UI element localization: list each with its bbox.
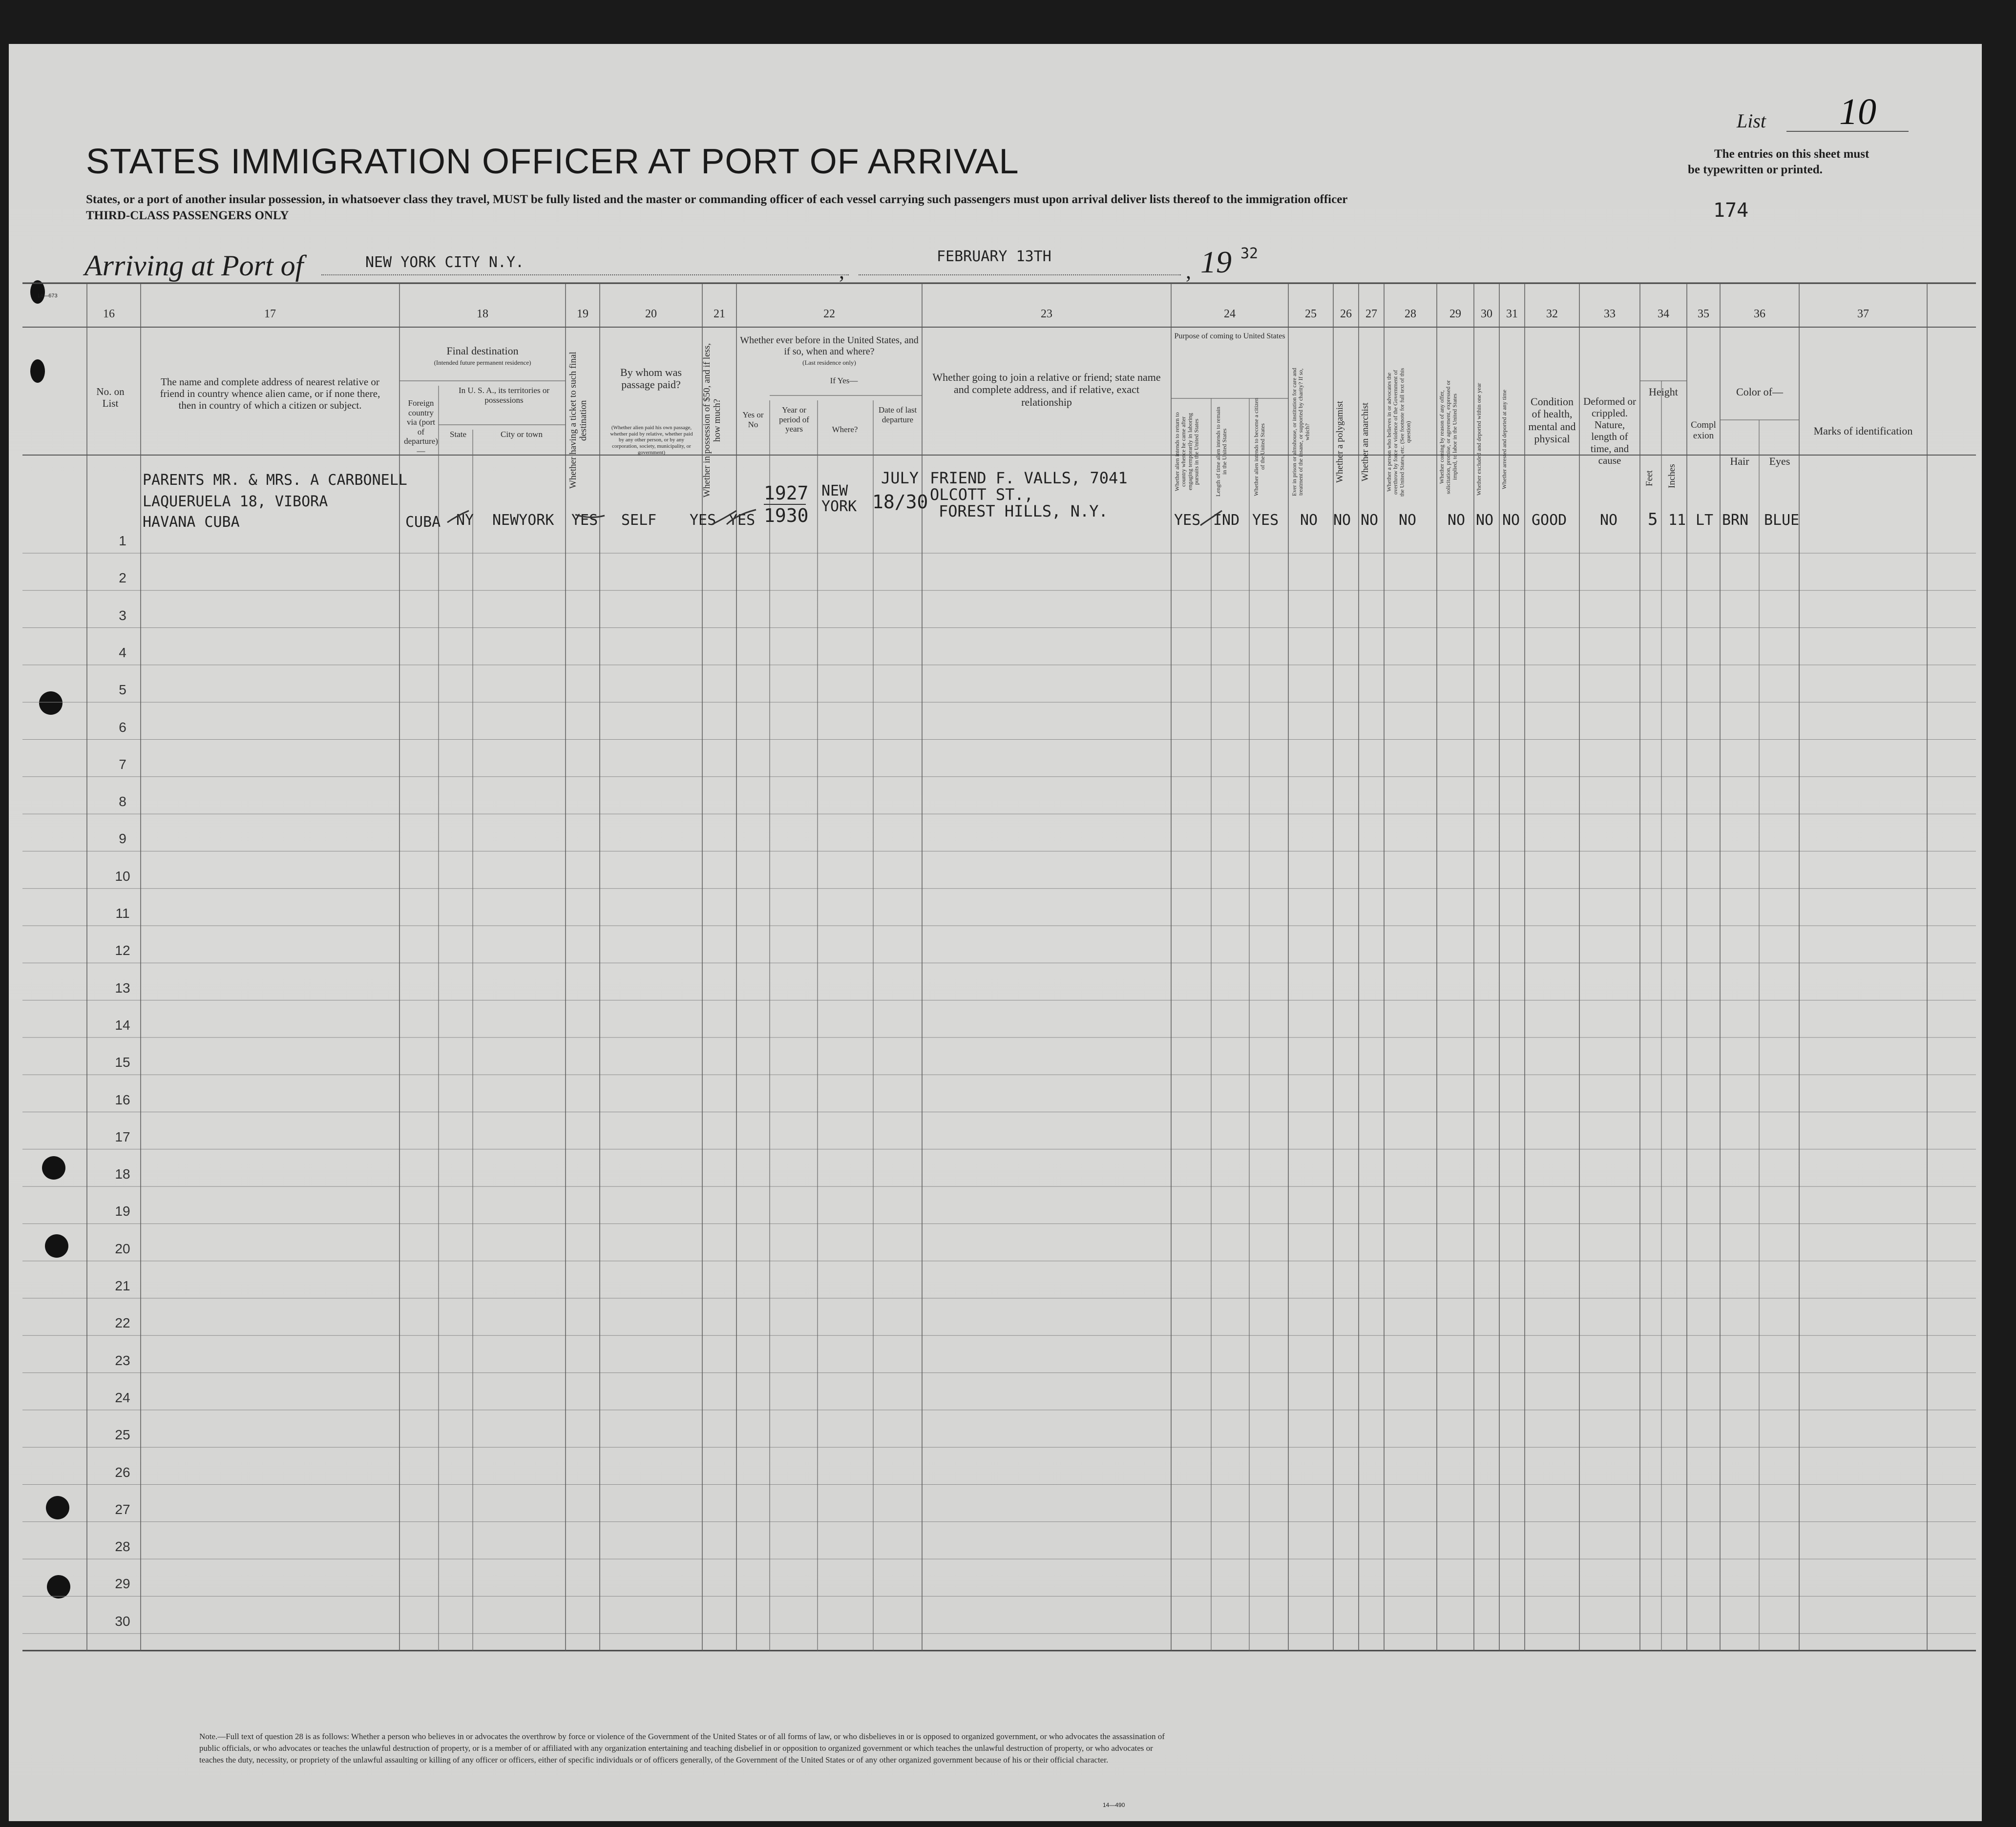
port-of-arrival: NEW YORK CITY N.Y. (365, 254, 525, 271)
row-number: 11 (115, 906, 130, 921)
row-number: 8 (119, 794, 126, 810)
header-foreign-country: Foreign country via (port of departure)— (404, 398, 438, 456)
q30-value: NO (1476, 512, 1494, 529)
paid-by-value: SELF (621, 512, 657, 529)
row-number: 15 (115, 1055, 130, 1070)
header-final-destination-sub: (Intended future permanent residence) (434, 359, 531, 366)
list-label: List (1737, 110, 1766, 132)
passenger-class: THIRD-CLASS PASSENGERS ONLY (86, 209, 289, 222)
col-number: 18 (477, 308, 488, 320)
join-value: OLCOTT ST., (930, 485, 1033, 504)
col-number: 34 (1658, 308, 1669, 320)
header-before-in-us-sub: (Last residence only) (802, 359, 856, 366)
header-years: Year or period of years (779, 405, 809, 434)
col-number: 30 (1481, 308, 1492, 320)
eyes-value: BLUE (1764, 512, 1800, 529)
become-citizen-value: YES (1252, 512, 1279, 529)
page-number: 174 (1713, 199, 1749, 222)
row-number: 25 (115, 1427, 130, 1443)
row-number: 29 (115, 1576, 130, 1592)
header-relative: The name and complete address of nearest relative or friend in country whence alien came, or if none there, then in country of which a citizen or subject. (160, 376, 380, 412)
city-value: NEWYORK (492, 512, 554, 529)
header-purpose-length: Length of time alien intends to remain in the United States (1215, 407, 1228, 497)
header-feet: Feet (1644, 470, 1655, 487)
health-value: GOOD (1532, 512, 1567, 529)
year-prefix: 19 (1200, 245, 1232, 279)
col-number: 20 (645, 308, 657, 320)
row-number: 22 (115, 1315, 130, 1331)
instruction-line: States, or a port of another insular possession, in whatsoever class they travel, MUST be fully listed and the master or commanding officer of each vessel carrying such passengers must upon arrival deliver lists thereof to the immigration officer (86, 193, 1348, 206)
header-passage-paid-sub: (Whether alien paid his own passage, whether paid by relative, whether paid by any other person, or by any corporation, society, municipality, or government) (610, 425, 693, 456)
header-money: Whether in possession of $50, and if less, how much? (702, 343, 722, 498)
col-number: 21 (714, 308, 725, 320)
col-number: 23 (1041, 308, 1052, 320)
col-number: 35 (1698, 308, 1709, 320)
row-number: 24 (115, 1390, 130, 1405)
relative-name: PARENTS MR. & MRS. A CARBONELL (143, 472, 407, 489)
header-passage-paid: By whom was passage paid? (620, 366, 682, 391)
row-number: 5 (119, 682, 126, 698)
row-number: 18 (115, 1166, 130, 1182)
header-q28: Whether a person who believes in or advocates the overthrow by force or violence of the Government of the United States, etc. (See footnote for full text of this question) (1386, 368, 1412, 497)
header-inches: Inches (1667, 464, 1677, 488)
join-value: FRIEND F. VALLS, 7041 (930, 469, 1128, 487)
complexion-value: LT (1696, 512, 1714, 529)
col-number: 17 (264, 308, 276, 320)
inches-value: 11 (1668, 512, 1686, 529)
deformed-value: NO (1600, 512, 1618, 529)
money-value: YES (690, 512, 716, 529)
foreign-country-value: CUBA (405, 514, 441, 531)
header-marks: Marks of identification (1813, 425, 1913, 437)
row-number: 14 (115, 1017, 130, 1033)
row-number: 7 (119, 756, 126, 772)
header-q29: Whether coming by reason of any offer, solicitation, promise, or agreement, expressed or implied, to labor in the United States (1438, 380, 1458, 494)
row-number: 27 (115, 1501, 130, 1517)
join-value: FOREST HILLS, N.Y. (939, 502, 1108, 520)
q29-value: NO (1448, 512, 1466, 529)
row-number: 21 (115, 1278, 130, 1293)
header-purpose-return: Whether alien intends to return to country whence he came after engaging temporarily in laboring pursuits in the United States (1174, 412, 1200, 491)
header-before-in-us: Whether ever before in the United States, and if so, when and where? (740, 335, 919, 357)
col-number: 29 (1449, 308, 1461, 320)
purpose-return-value: YES (1174, 512, 1201, 529)
length-stay-value: IND (1213, 512, 1240, 529)
row-number: 17 (115, 1129, 130, 1144)
relative-city: HAVANA CUBA (143, 514, 240, 531)
col-number: 22 (823, 308, 835, 320)
q28-value: NO (1399, 512, 1417, 529)
header-final-destination: Final destination (446, 345, 519, 357)
row-number: 1 (119, 533, 126, 548)
ticket-value: YES (571, 512, 598, 529)
polygamist-value: NO (1333, 512, 1351, 529)
row-number: 10 (115, 868, 130, 884)
row-number: 16 (115, 1092, 130, 1107)
form-code: 14—490 (1103, 1802, 1125, 1808)
arrival-date: FEBRUARY 13TH (937, 248, 1051, 265)
header-join-relative: Whether going to join a relative or friend; state name and complete address, and if relative, exact relationship (932, 371, 1161, 408)
arriving-label: Arriving at Port of (84, 249, 304, 282)
state-value: NY (456, 512, 474, 529)
hair-value: BRN (1722, 512, 1749, 529)
header-deformed: Deformed or crippled. Nature, length of time, and cause (1583, 395, 1636, 466)
header-q31: Whether arrested and deported at any time (1501, 390, 1508, 489)
col-number: 31 (1506, 308, 1518, 320)
year-suffix: 32 (1240, 245, 1259, 262)
col-number: 24 (1224, 308, 1236, 320)
row-number: 4 (119, 644, 126, 660)
row-number: 6 (119, 719, 126, 735)
header-polygamist: Whether a polygamist (1335, 401, 1345, 483)
col-number: 33 (1604, 308, 1616, 320)
row-number: 3 (119, 607, 126, 623)
typed-instruction: be typewritten or printed. (1688, 163, 1823, 176)
header-where: Where? (832, 425, 858, 434)
typed-instruction: The entries on this sheet must (1714, 147, 1869, 161)
col-number: 27 (1365, 308, 1377, 320)
col-number: 25 (1305, 308, 1317, 320)
relative-street: LAQUERUELA 18, VIBORA (143, 493, 328, 510)
header-list-number: No. on List (96, 386, 125, 410)
header-departure-date: Date of last departure (878, 405, 917, 424)
header-anarchist: Whether an anarchist (1360, 402, 1370, 481)
row-number: 13 (115, 980, 130, 996)
row-number: 30 (115, 1613, 130, 1629)
col-number: 19 (577, 308, 588, 320)
col-number: 37 (1857, 308, 1869, 320)
prison-value: NO (1300, 512, 1318, 529)
page-title: STATES IMMIGRATION OFFICER AT PORT OF ARRIVAL (86, 142, 1019, 181)
anarchist-value: NO (1361, 512, 1379, 529)
col-number: 28 (1405, 308, 1416, 320)
footnote: Note.—Full text of question 28 is as follows: Whether a person who believes in or advocates the overthrow by force or violence of the Government of the United States or of all forms of law, or who disbelieves in or is opposed to organized government, or who advocates the assassination of public officials, or who advocates or teaches the unlawful destruction of property, or is a member of or affiliated with any organization entertaining and teaching disbelief in or opposition to organized government or which teaches the unlawful destruction of property, or who advocates or teaches the duty, necessity, or propriety of the unlawful assaulting or killing of any officer or officers, either of specific individuals or of officers generally, of the Government of the United States or of any other organized government because of his or their official character. (199, 1732, 1165, 1765)
header-prison: Ever in prison or almshouse, or institution for care and treatment of the insane, or supported by charity? If so, which? (1291, 368, 1311, 497)
manifest-sheet: STATES IMMIGRATION OFFICER AT PORT OF ARRIVAL States, or a port of another insular possession, in whatsoever class they travel, MUST be fully listed and the master or commanding officer of each vessel carrying such passengers must upon arrival deliver lists thereof to the immigration officer THIRD-CLASS PASSENGERS ONLY List 10 The entries on this sheet must be typewritten or printed. 174 Arriving at Port of NEW YORK CITY N.Y. , FEBRUARY 13TH , 19 32 14—673 14—490 16 17 18 19 20 21 22 23 24 25 26 27 28 29 30 31 32 33 34 35 36 37 No. on List The name and complete address of nearest relative or friend in country whence alien came, or if none there, then in country of which a citizen or subject. Final destination (Intended future permanent residence) Foreign country via (port of departure)— In U. S. A., its territories or possessions State City or town Whether having a ticket to such final destination By whom was passage paid? (Whether alien paid his own passage, whether paid by relative, whether paid by any other person, or by any corporation, society, municipality, or government) Whether in possession of $50, and if less, how much? Whether ever before in the United States, and if so, when and where? (Last residence only) If Yes— Yes or No Year or period of years Where? Date of last departure Whether going to join a relative or friend; state name and complete address, and if relative, exact relationship Purpose of coming to United States Whether alien intends to return to country whence he came after engaging temporarily in laboring pursuits in the United States Length of time alien intends to remain in the United States Whether alien intends to become a citizen of the United States Ever in prison or almshouse, or institution for care and treatment of the insane, or supported by charity? If so, which? Whether a polygamist Whether an anarchist Whether a person who believes in or advocates the overthrow by force or violence of the Government of the United States, etc. (See footnote for full text of this question) Whether coming by reason of any offer, solicitation, promise, or agreement, expressed or implied, to labor in the United States Whether excluded and deported within one year Whether arrested and deported at any time Condition of health, mental and physical Deformed or crippled. Nature, length of time, and cause Height Feet Inches Complexion Color of— Hair Eyes Marks of identification 1 2 3 4 5 6 7 8 9 10 11 12 13 14 15 16 17 18 19 20 21 22 23 24 25 26 27 28 29 30 PARENTS MR. & MRS. A CARBONELL LAQUERUELA 18, VIBORA HAVANA CUBA CUBA NY NEWYORK YES SELF YES YES 1927 1930 NEW YORK JULY 18/30 FRIEND F. VALLS, 7041 OLCOTT ST., FOREST HILLS, N.Y. YES IND YES NO NO NO NO NO NO NO GOOD NO 5 11 LT BRN BLUE Note.—Full text of question 28 is as follows: Whether a person who believes in or advocates the overthrow by force or violence of the Government of the United States or of all forms of law, or who disbelieves in or is opposed to organized government, or who advocates the assassination of public officials, or who advocates or teaches the unlawful destruction of property, or is a member of or affiliated with any organization entertaining and teaching disbelief in or opposition to organized government or which teaches the unlawful destruction of property, or who advocates or teaches the duty, necessity, or propriety of the unlawful assaulting or killing of any officer or officers, either of specific individuals or of officers generally, of the Government of the United States or of any other organized government because of his or their official character. (9, 44, 1982, 1821)
form-code: 14—673 (37, 293, 58, 299)
header-eyes: Eyes (1769, 455, 1790, 467)
row-number: 2 (119, 570, 126, 586)
years-value: 1930 (764, 505, 809, 526)
departure-value: JULY (881, 469, 919, 487)
row-number: 26 (115, 1464, 130, 1480)
header-state: State (450, 430, 466, 439)
row-number: 19 (115, 1204, 130, 1219)
row-number: 9 (119, 831, 126, 847)
where-value: NEW (821, 482, 848, 499)
header-city: City or town (501, 430, 543, 439)
header-yes-no: Yes or No (742, 410, 764, 429)
where-value: YORK (821, 498, 857, 515)
row-number: 20 (115, 1241, 130, 1256)
row-number: 23 (115, 1352, 130, 1368)
before-in-us-value: YES (729, 512, 756, 529)
years-value: 1927 (764, 482, 809, 504)
feet-value: 5 (1648, 510, 1658, 529)
header-purpose: Purpose of coming to United States (1174, 332, 1285, 340)
col-number: 16 (103, 308, 115, 320)
header-hair: Hair (1730, 455, 1749, 467)
header-if-yes: If Yes— (830, 376, 858, 385)
row-number: 12 (115, 943, 130, 958)
col-number: 32 (1546, 308, 1558, 320)
list-number: 10 (1839, 91, 1876, 132)
header-height: Height (1649, 386, 1678, 398)
departure-value: 18/30 (872, 491, 928, 513)
header-purpose-citizen: Whether alien intends to become a citizen of the United States (1253, 397, 1266, 496)
header-q30: Whether excluded and deported within one year (1475, 383, 1482, 496)
q31-value: NO (1502, 512, 1520, 529)
header-health: Condition of health, mental and physical (1528, 395, 1576, 445)
col-number: 36 (1754, 308, 1765, 320)
header-usa: In U. S. A., its territories or possessions (458, 386, 550, 405)
col-number: 26 (1340, 308, 1352, 320)
row-number: 28 (115, 1539, 130, 1555)
header-complexion: Complexion (1691, 420, 1716, 441)
header-color-of: Color of— (1736, 386, 1783, 398)
header-ticket: Whether having a ticket to such final destination (568, 352, 588, 489)
